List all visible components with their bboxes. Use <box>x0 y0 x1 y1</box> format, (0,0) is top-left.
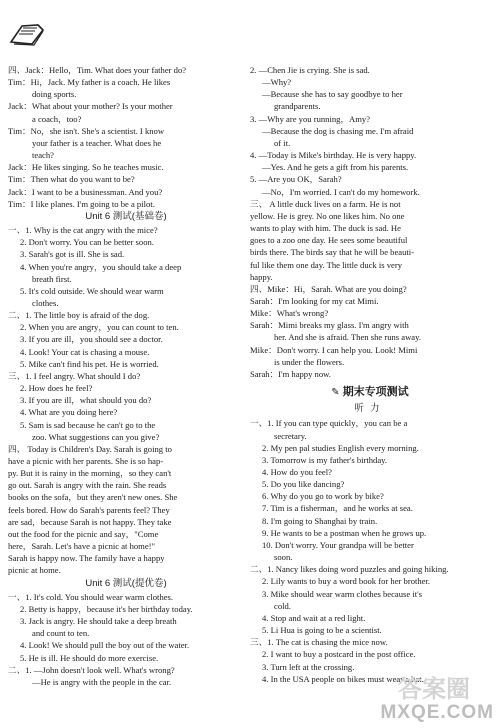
watermark-url: MXQE.COM <box>380 702 494 723</box>
text-line: cold. <box>274 600 291 611</box>
text-line: breath first. <box>32 273 72 284</box>
text-line: Tim：I like planes. I'm going to be a pilot. <box>8 198 155 209</box>
text-line: 2. —Chen Jie is crying. She is sad. <box>250 65 370 75</box>
text-line: 2. Lily wants to buy a word book for her brother. <box>262 576 431 587</box>
text-line: 一、1. It's cold. You should wear warm clothes. <box>8 591 174 602</box>
watermark-logo: 答案圈 <box>398 676 470 703</box>
text-line: 2. Don't worry. You can be better soon. <box>20 237 154 248</box>
text-line: 4. What are you doing here? <box>20 407 118 418</box>
section-heading: Unit 6 测试(基础卷) <box>85 210 167 222</box>
text-line: 一、1. Why is the cat angry with the mice? <box>8 225 158 236</box>
text-line: 4. Stop and wait at a red light. <box>262 612 366 623</box>
text-line: grandparents. <box>274 101 321 112</box>
text-line: teach? <box>32 150 54 161</box>
text-line: 3. —Why are you running，Amy? <box>250 113 371 124</box>
text-line: birds there. The birds say that he will be beauti- <box>250 247 415 258</box>
text-line: 4. How do you feel? <box>262 467 332 477</box>
text-line: have a picnic with her parents. She is so hap- <box>8 456 164 466</box>
text-line: 2. How does he feel? <box>20 383 93 394</box>
text-line: 9. He wants to be a postman when he grows up. <box>262 527 427 538</box>
text-line: Sarah：Mimi breaks my glass. I'm angry with <box>250 320 409 331</box>
text-line: here，Sarah. Let's have a picnic at home!" <box>8 541 156 552</box>
text-line: go out. Sarah is angry with the rain. She reads <box>8 480 167 491</box>
text-line: clothes. <box>32 297 59 308</box>
text-line: 5. —Are you OK，Sarah? <box>250 174 342 185</box>
text-line: 6. Why do you go to work by bike? <box>262 491 384 502</box>
text-line: doing sports. <box>32 89 77 100</box>
text-line: 4. When you're angry，you should take a deep <box>20 261 182 272</box>
text-line: 7. Tim is a fisherman，and he works at sea. <box>262 503 413 514</box>
text-line: 4. Look! We should pull the boy out of the water. <box>20 640 190 651</box>
text-line: 5. Do you like dancing? <box>262 479 345 490</box>
text-line: Jack：I want to be a businessman. And you? <box>8 186 163 197</box>
text-line: 三、 A little duck lives on a farm. He is not <box>250 198 401 209</box>
text-line: 4. —Today is Mike's birthday. He is very happy. <box>250 150 417 161</box>
text-line: 二、1. Nancy likes doing word puzzles and going hiking. <box>250 564 449 575</box>
listening-heading: 听力 <box>354 403 386 415</box>
text-line: out the food for the picnic and say，"Come <box>8 528 159 539</box>
text-line: of it. <box>274 137 291 148</box>
text-line: Tim：Hi，Jack. My father is a coach. He likes <box>8 77 171 88</box>
text-line: her. And she is afraid. Then she runs away. <box>274 332 422 343</box>
section-heading: Unit 6 测试(提优卷) <box>85 577 167 589</box>
text-line: 二、1. The little boy is afraid of the dog. <box>8 310 150 321</box>
text-line: Sarah：I'm happy now. <box>250 368 331 379</box>
text-line: a coach，too? <box>32 113 82 124</box>
text-line: Jack：What about your mother? Is your mother <box>8 101 173 112</box>
text-line: feels bored. How do Sarah's parents feel? They <box>8 504 170 515</box>
text-line: py. But it is rainy in the morning，so they can't <box>8 468 172 479</box>
text-line: are sad，because Sarah is not happy. They take <box>8 516 172 527</box>
text-line: goes to a zoo one day. He sees some beautiful <box>250 235 408 246</box>
text-line: Jack：He likes singing. So he teaches music. <box>8 162 164 173</box>
text-line: 2. I want to buy a postcard in the post office. <box>262 649 416 660</box>
text-line: 5. Mike can't find his pet. He is worried. <box>20 358 159 369</box>
text-line: 2. My pen pal studies English every morning. <box>262 442 419 453</box>
text-line: —Yes. And he gets a gift from his parents. <box>262 162 409 173</box>
text-line: 3. If you are ill，what should you do? <box>20 395 152 406</box>
text-line: —Because the dog is chasing me. I'm afraid <box>262 125 414 136</box>
text-line: 3. If you are ill，you should see a doctor. <box>20 334 163 345</box>
text-line: 二、1. —John doesn't look well. What's wrong? <box>8 664 175 675</box>
text-line: 5. Sam is sad because he can't go to the <box>20 419 156 430</box>
text-line: Sarah：I'm looking for my cat Mimi. <box>250 295 379 306</box>
text-line: 8. I'm going to Shanghai by train. <box>262 515 378 526</box>
text-line: Tim：No，she isn't. She's a scientist. I know <box>8 125 165 136</box>
text-line: 3. Mike should wear warm clothes because it's <box>262 588 423 599</box>
text-line: 4. In the USA people on bikes must wear a hat. <box>262 673 424 684</box>
text-line: and count to ten. <box>32 628 90 639</box>
text-line: 5. Li Hua is going to be a scientist. <box>262 625 382 636</box>
text-line: wants to play with him. The duck is sad. He <box>250 223 401 234</box>
text-line: 四、 Today is Children's Day. Sarah is going to <box>8 443 172 454</box>
text-line: secretary. <box>274 430 307 441</box>
text-line: happy. <box>250 271 273 282</box>
text-line: yellow. He is grey. No one likes him. No one <box>250 210 405 221</box>
text-line: 4. Look! Your cat is chasing a mouse. <box>20 346 150 357</box>
text-line: ful like them one day. The little duck is very <box>250 259 403 270</box>
text-line: 3. Sarah's got is ill. She is sad. <box>20 249 125 260</box>
text-line: 3. Tomorrow is my father's birthday. <box>262 454 388 465</box>
text-line: picnic at home. <box>8 565 61 576</box>
text-line: 2. Betty is happy，because it's her birthday today. <box>20 603 193 614</box>
text-line: books on the sofa，but they aren't new ones. She <box>8 492 178 503</box>
book-logo-icon <box>8 22 46 48</box>
text-line: 10. Don't worry. Your grandpa will be better <box>262 539 414 550</box>
text-line: 一、1. If you can type quickly，you can be a <box>250 418 408 429</box>
text-line: —No，I'm worried. I can't do my homework. <box>262 186 420 197</box>
pencil-icon: ✎ <box>331 387 340 399</box>
text-line: 3. Turn left at the crossing. <box>262 661 355 672</box>
text-line: your father is a teacher. What does he <box>32 137 162 148</box>
left-column <box>8 64 244 688</box>
text-line: Mike：Don't worry. I can help you. Look! Mimi <box>250 344 418 355</box>
text-line: Mike：What's wrong? <box>250 308 329 319</box>
text-line: Sarah is happy now. The family have a happy <box>8 553 165 564</box>
major-heading-text: 期末专项测试 <box>342 386 409 399</box>
text-line: 四、Mike：Hi，Sarah. What are you doing? <box>250 283 407 294</box>
text-line: 5. It's cold outside. We should wear warm <box>20 285 164 296</box>
text-line: Tim：Then what do you want to be? <box>8 174 135 185</box>
text-line: 三、1. The cat is chasing the mice now. <box>250 637 388 648</box>
text-line: is under the flowers. <box>274 356 345 367</box>
text-line: zoo. What suggestions can you give? <box>32 431 160 442</box>
right-column <box>250 64 490 685</box>
text-line: 三、1. I feel angry. What should I do? <box>8 370 141 381</box>
text-line: —Why? <box>262 77 292 88</box>
text-line: —Because she has to say goodbye to her <box>262 89 403 100</box>
text-line: 2. When you are angry，you can count to ten. <box>20 322 179 333</box>
text-line: —He is angry with the people in the car. <box>32 676 172 687</box>
text-line: soon. <box>274 552 293 563</box>
major-heading <box>250 380 490 401</box>
text-line: 四、Jack：Hello，Tim. What does your father do? <box>8 65 187 75</box>
text-line: 5. He is ill. He should do more exercise. <box>20 652 159 663</box>
text-line: 3. Jack is angry. He should take a deep breath <box>20 616 177 627</box>
